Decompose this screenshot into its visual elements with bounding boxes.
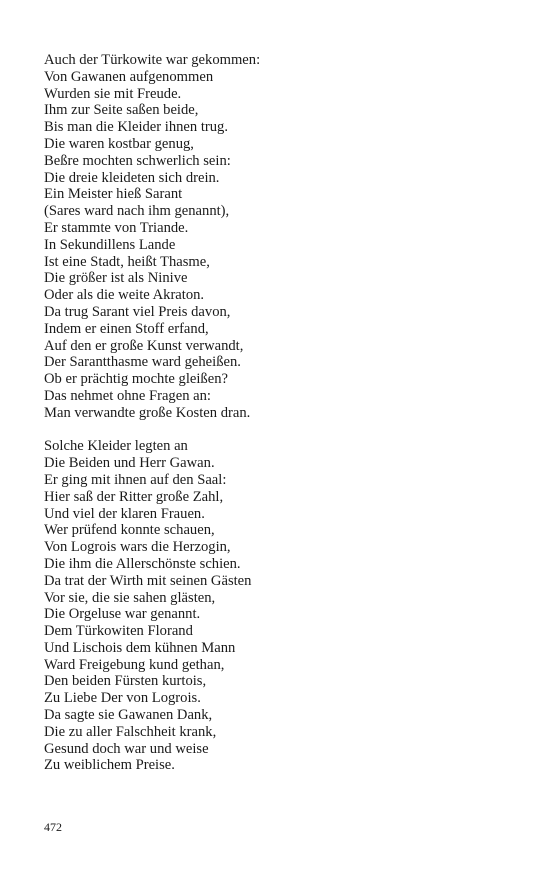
verse-line: Er ging mit ihnen auf den Saal: <box>44 471 227 488</box>
verse-line: Von Logrois wars die Herzogin, <box>44 539 231 556</box>
verse-line: Auch der Türkowite war gekommen: <box>44 52 261 68</box>
verse-line: Die ihm die Allerschönste schien. <box>44 555 241 572</box>
verse-line: Gesund doch war und weise <box>44 740 209 757</box>
verse-line: Er stammte von Triande. <box>44 219 189 236</box>
verse-line: Vor sie, die sie sahen glästen, <box>44 589 216 606</box>
verse-line: Ob er prächtig mochte gleißen? <box>44 371 228 388</box>
verse-line: Das nehmet ohne Fragen an: <box>44 387 211 404</box>
verse-line: In Sekundillens Lande <box>44 236 176 253</box>
verse-line: Und Lischois dem kühnen Mann <box>44 639 236 656</box>
verse-line: Solche Kleider legten an <box>44 438 188 455</box>
verse-line: (Sares ward nach ihm genannt), <box>44 203 230 220</box>
verse-line: Wer prüfend konnte schauen, <box>44 522 215 539</box>
verse-line: Wurden sie mit Freude. <box>44 85 182 102</box>
verse-line: Und viel der klaren Frauen. <box>44 505 205 522</box>
verse-line: Hier saß der Ritter große Zahl, <box>44 488 224 505</box>
verse-line: Den beiden Fürsten kurtois, <box>44 673 207 690</box>
verse-line: Dem Türkowiten Florand <box>44 623 193 640</box>
verse-line: Oder als die weite Akraton. <box>44 287 205 304</box>
verse-line: Da trug Sarant viel Preis davon, <box>44 303 231 320</box>
page-number: 472 <box>44 820 62 834</box>
verse-line: Beßre mochten schwerlich sein: <box>44 152 231 169</box>
verse-line: Zu Liebe Der von Logrois. <box>44 690 201 707</box>
verse-line: Ist eine Stadt, heißt Thasme, <box>44 253 210 270</box>
verse-line: Der Sarantthasme ward geheißen. <box>44 354 241 371</box>
stanza-2 <box>44 438 514 774</box>
verse-line: Die Orgeluse war genannt. <box>44 606 201 623</box>
verse-line: Ward Freigebung kund gethan, <box>44 656 225 673</box>
verse-line: Ihm zur Seite saßen beide, <box>44 102 199 119</box>
verse-line: Da trat der Wirth mit seinen Gästen <box>44 572 252 589</box>
stanza-1 <box>44 52 514 422</box>
verse-line: Ein Meister hieß Sarant <box>44 186 183 203</box>
poem-text <box>44 52 514 774</box>
verse-line: Man verwandte große Kosten dran. <box>44 404 251 421</box>
verse-line: Von Gawanen aufgenommen <box>44 68 214 85</box>
verse-line: Da sagte sie Gawanen Dank, <box>44 707 213 724</box>
verse-line: Zu weiblichem Preise. <box>44 757 175 774</box>
verse-line: Die zu aller Falschheit krank, <box>44 723 217 740</box>
verse-line: Indem er einen Stoff erfand, <box>44 320 209 337</box>
verse-line: Die Beiden und Herr Gawan. <box>44 455 215 472</box>
verse-line: Die waren kostbar genug, <box>44 135 194 152</box>
verse-line: Die größer ist als Ninive <box>44 270 188 287</box>
verse-line: Auf den er große Kunst verwandt, <box>44 337 244 354</box>
verse-line: Bis man die Kleider ihnen trug. <box>44 119 229 136</box>
verse-line: Die dreie kleideten sich drein. <box>44 169 220 186</box>
